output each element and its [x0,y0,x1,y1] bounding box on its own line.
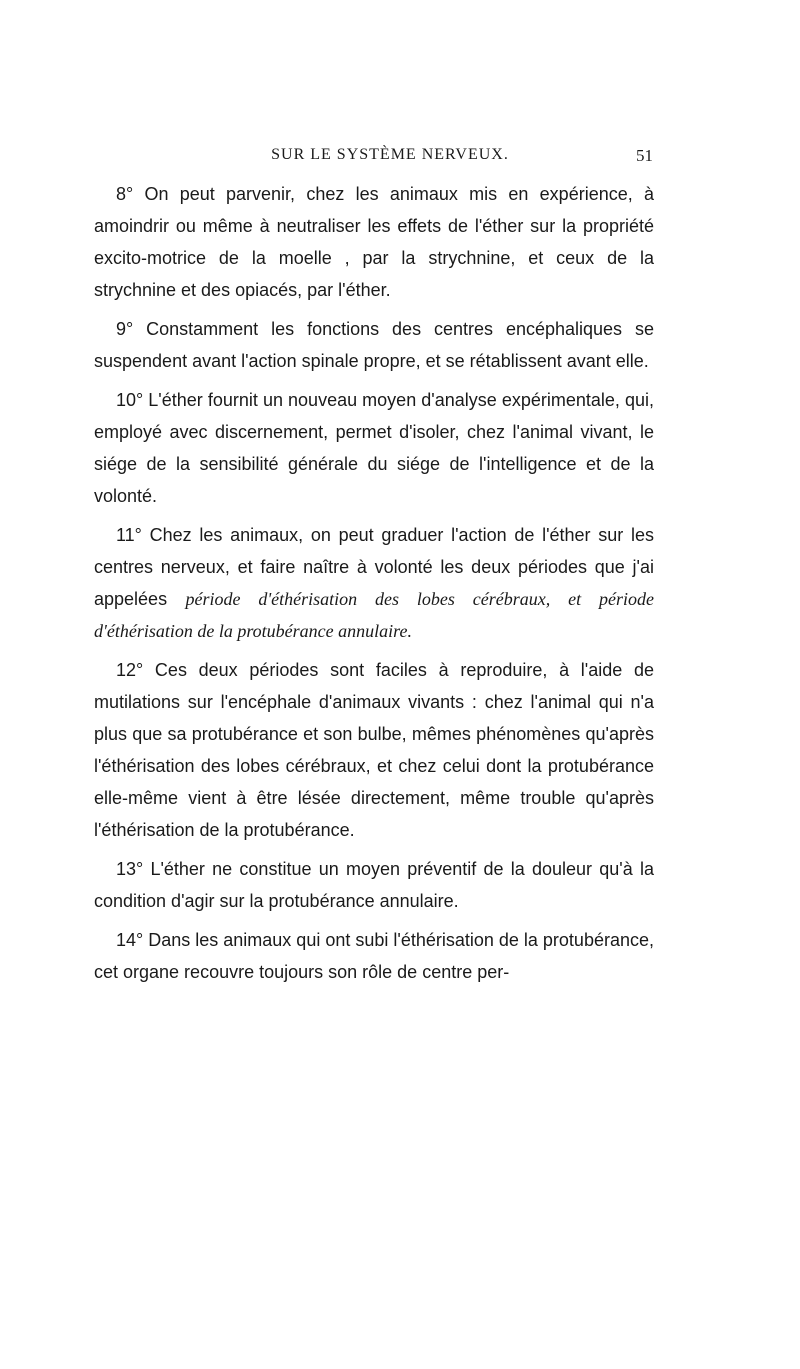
paragraph-11-text: 11° Chez les animaux, on peut graduer l'action de l'éther sur les centres nerveux, et faire naître à volonté les deux périodes que j'ai appelées [94,525,654,609]
paragraph-10: 10° L'éther fournit un nouveau moyen d'analyse expérimentale, qui, employé avec discernement, permet d'isoler, chez l'animal vivant, le siége de la sensibilité générale du siége de l'intelligence et de la volonté. [94,390,654,506]
paragraph-9: 9° Constamment les fonctions des centres encéphaliques se suspendent avant l'action spinale propre, et se rétablissent avant elle. [94,319,654,371]
paragraph-13: 13° L'éther ne constitue un moyen préventif de la douleur qu'à la condition d'agir sur la protubérance annulaire. [94,859,654,911]
paragraph-11 [94,519,654,647]
paragraph-8: 8° On peut parvenir, chez les animaux mis en expérience, à amoindrir ou même à neutraliser les effets de l'éther sur la propriété excito-motrice de la moelle , par la strychnine, et ceux de la strychnine et des opiacés, par l'éther. [94,184,654,300]
paragraph-11-italic-text: période d'éthérisation des lobes cérébraux, et période d'éthérisation de la protubérance annulaire. [94,589,654,641]
body-text [94,178,654,995]
paragraph-12: 12° Ces deux périodes sont faciles à reproduire, à l'aide de mutilations sur l'encéphale d'animaux vivants : chez l'animal qui n'a plus que sa protubérance et son bulbe, mêmes phénomènes qu'après l'éthérisation des lobes cérébraux, et chez celui dont la protubérance elle-même vient à être lésée directement, même trouble qu'après l'éthérisation de la protubérance. [94,660,654,840]
page-number: 51 [636,146,653,165]
paragraph-14: 14° Dans les animaux qui ont subi l'éthérisation de la protubérance, cet organe recouvre toujours son rôle de centre per- [94,930,654,982]
running-title: SUR LE SYSTÈME NERVEUX. [271,146,509,163]
